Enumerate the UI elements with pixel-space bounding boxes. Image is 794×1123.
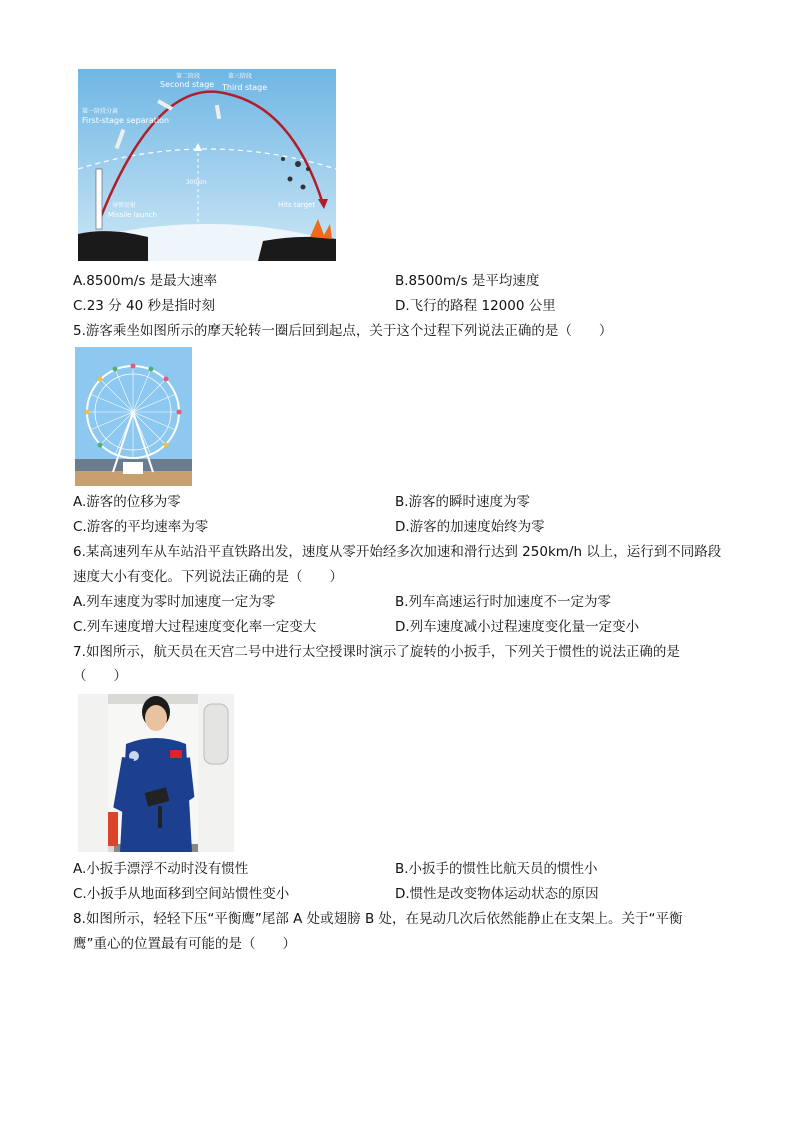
q6-option-b[interactable]: B.列车高速运行时加速度不一定为零 xyxy=(395,594,612,610)
trajectory-figure xyxy=(78,69,336,261)
q4-option-b[interactable]: B.8500m/s 是平均速度 xyxy=(395,273,540,289)
q8-stem-line1: 8.如图所示，轻轻下压“平衡鹰”尾部 A 处或翅膀 B 处，在晃动几次后依然能静止在支架上。关于“平衡 xyxy=(73,911,683,927)
q6-stem-line1: 6.某高速列车从车站沿平直铁路出发，速度从零开始经多次加速和滑行达到 250km/h 以上，运行到不同路段 xyxy=(73,544,722,560)
third-stage-label-cn: 第三阶段 xyxy=(228,73,253,80)
q5-stem: 5.游客乘坐如图所示的摩天轮转一圈后回到起点，关于这个过程下列说法正确的是（ ） xyxy=(73,323,613,339)
trajectory-illustration xyxy=(78,69,336,261)
second-stage-label-cn: 第二阶段 xyxy=(176,73,201,80)
third-stage-label: Third stage xyxy=(222,83,268,92)
astronaut-figure xyxy=(78,694,234,852)
q8-stem-line2: 鹰”重心的位置最有可能的是（ ） xyxy=(73,936,296,952)
first-stage-label-cn: 第一阶段分离 xyxy=(82,108,119,115)
astronaut-illustration xyxy=(78,694,234,852)
q4-option-d[interactable]: D.飞行的路程 12000 公里 xyxy=(395,298,556,314)
q5-option-d[interactable]: D.游客的加速度始终为零 xyxy=(395,519,545,535)
q7-stem-line2: （ ） xyxy=(73,668,127,684)
q4-option-c[interactable]: C.23 分 40 秒是指时刻 xyxy=(73,298,215,314)
q6-stem-line2: 速度大小有变化。下列说法正确的是（ ） xyxy=(73,569,343,585)
q6-option-d[interactable]: D.列车速度减小过程速度变化量一定变小 xyxy=(395,619,640,635)
q7-stem-line1: 7.如图所示，航天员在天宫二号中进行太空授课时演示了旋转的小扳手，下列关于惯性的说法正确的是 xyxy=(73,644,680,660)
launch-label: Missile launch xyxy=(108,211,158,219)
ferris-wheel-figure xyxy=(75,347,192,486)
first-stage-label: First-stage separation xyxy=(82,116,170,125)
launch-label-cn: 导弹发射 xyxy=(112,202,137,209)
hits-target-label: Hits target xyxy=(278,201,316,209)
q5-option-b[interactable]: B.游客的瞬时速度为零 xyxy=(395,494,531,510)
q6-option-c[interactable]: C.列车速度增大过程速度变化率一定变大 xyxy=(73,619,317,635)
q7-option-d[interactable]: D.惯性是改变物体运动状态的原因 xyxy=(395,886,599,902)
q5-option-c[interactable]: C.游客的平均速率为零 xyxy=(73,519,209,535)
q7-option-a[interactable]: A.小扳手漂浮不动时没有惯性 xyxy=(73,861,249,877)
q7-option-c[interactable]: C.小扳手从地面移到空间站惯性变小 xyxy=(73,886,290,902)
q5-option-a[interactable]: A.游客的位移为零 xyxy=(73,494,181,510)
q4-option-a[interactable]: A.8500m/s 是最大速率 xyxy=(73,273,218,289)
q6-option-a[interactable]: A.列车速度为零时加速度一定为零 xyxy=(73,594,276,610)
height-label: 300km xyxy=(186,179,207,186)
q7-option-b[interactable]: B.小扳手的惯性比航天员的惯性小 xyxy=(395,861,598,877)
ferris-wheel-illustration xyxy=(75,347,192,486)
second-stage-label: Second stage xyxy=(160,80,215,89)
